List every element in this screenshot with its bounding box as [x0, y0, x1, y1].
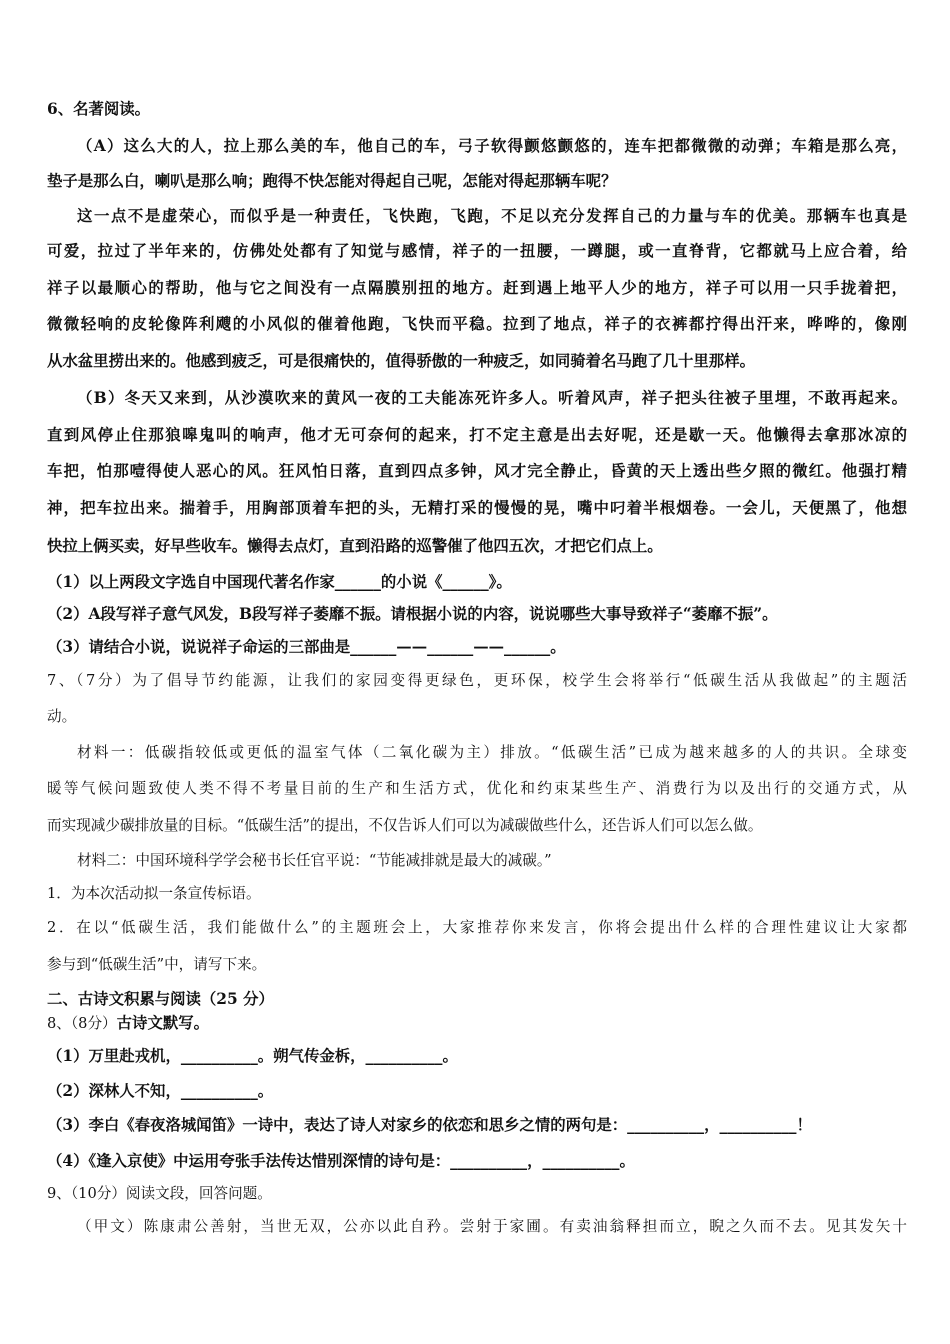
q8-number: 8、（8分）: [47, 1015, 117, 1032]
q7-material-line: 材料二：中国环境科学学会秘书长任官平说：“节能减排就是最大的减碳。”: [77, 852, 552, 869]
q6-passage-b-line: 直到风停止住那狼嗥鬼叫的响声，他才无可奈何的起来，打不定主意是出去好呢，还是歇一天。他懒得去拿那冰凉的: [47, 426, 907, 444]
q6-passage-a-line: 微微轻响的皮轮像阵利飕的小风似的催着他跑，飞快而平稳。拉到了地点，祥子的衣裤都拧得出汗来，哗哗的，像刚: [47, 315, 907, 333]
q7-prompt-line: 7、（7分）为了倡导节约能源，让我们的家园变得更绿色，更环保，校学生会将举行“低碳生活从我做起”的主题活: [47, 672, 907, 689]
q6-passage-a-line: 可爱，拉过了半年来的，仿佛处处都有了知觉与感情，祥子的一扭腰，一蹲腿，或一直脊背，它都就马上应合着，给: [47, 242, 907, 260]
q8-subquestion-2: （2）深林人不知，__________。: [47, 1082, 274, 1100]
q7-material-line: 材料一：低碳指较低或更低的温室气体（二氧化碳为主）排放。“低碳生活”已成为越来越多的人的共识。全球变: [77, 744, 907, 761]
q7-task-2: 2．在以“低碳生活，我们能做什么”的主题班会上，大家推荐你来发言，你将会提出什么样的合理性建议让大家都: [47, 919, 907, 936]
q6-passage-b-line: 车把，怕那噎得使人恶心的风。狂风怕日落，直到四点多钟，风才完全静止，昏黄的天上透出些夕照的微红。他强打精: [47, 462, 907, 480]
q6-subquestion-3: （3）请结合小说，说说祥子命运的三部曲是______——______——______。: [47, 638, 566, 656]
q6-passage-a-line: 垫子是那么白，喇叭是那么响；跑得不快怎能对得起自己呢，怎能对得起那辆车呢？: [47, 172, 617, 190]
q6-passage-a-line: 这一点不是虚荣心，而似乎是一种责任，飞快跑，飞跑，不足以充分发挥自己的力量与车的优美。那辆车也真是: [77, 207, 907, 225]
q6-passage-b-line: 快拉上俩买卖，好早些收车。懒得去点灯，直到沿路的巡警催了他四五次，才把它们点上。: [47, 537, 663, 555]
q8-title-text: 古诗文默写。: [116, 1014, 210, 1032]
q8-subquestion-3: （3）李白《春夜洛城闻笛》一诗中，表达了诗人对家乡的依恋和思乡之情的两句是：__________，__________！: [47, 1116, 812, 1134]
q8-subquestion-4: （4）《逢入京使》中运用夸张手法传达惜别深情的诗句是：__________，__________。: [47, 1152, 635, 1170]
q8-subquestion-1: （1）万里赴戎机，__________。朔气传金柝，__________。: [47, 1047, 458, 1065]
q7-task-1: 1．为本次活动拟一条宣传标语。: [47, 885, 261, 902]
q6-title: 6、名著阅读。: [47, 100, 151, 118]
q7-material-line: 而实现减少碳排放量的目标。“低碳生活”的提出，不仅告诉人们可以为减碳做些什么，还告诉人们可以怎么做。: [47, 817, 763, 834]
q7-material-line: 暖等气候问题致使人类不得不考量目前的生产和生活方式，优化和约束某些生产、消费行为以及出行的交通方式，从: [47, 780, 907, 797]
q8-title: [47, 1012, 907, 1035]
q9-passage-line: （甲文）陈康肃公善射，当世无双，公亦以此自矜。尝射于家圃。有卖油翁释担而立，睨之久而不去。见其发矢十: [77, 1218, 907, 1235]
q6-passage-a-line: （A）这么大的人，拉上那么美的车，他自己的车，弓子软得颤悠颤悠的，连车把都微微的动弹；车箱是那么亮，: [77, 137, 907, 155]
q6-passage-b-line: （B）冬天又来到，从沙漠吹来的黄风一夜的工夫能冻死许多人。听着风声，祥子把头往被子里埋，不敢再起来。: [77, 389, 907, 407]
q9-prompt: 9、（10分）阅读文段，回答问题。: [47, 1185, 272, 1202]
q7-prompt-line: 动。: [47, 708, 77, 725]
q6-passage-a-line: 祥子以最顺心的帮助，他与它之间没有一点隔膜别扭的地方。赶到遇上地平人少的地方，祥子可以用一只手拢着把，: [47, 279, 907, 297]
q6-subquestion-2: （2）A段写祥子意气风发，B段写祥子萎靡不振。请根据小说的内容，说说哪些大事导致祥子“萎靡不振”。: [47, 605, 778, 623]
q7-task-2: 参与到“低碳生活”中，请写下来。: [47, 956, 267, 973]
q6-passage-a-line: 从水盆里捞出来的。他感到疲乏，可是很痛快的，值得骄傲的一种疲乏，如同骑着名马跑了几十里那样。: [47, 352, 755, 370]
section-2-heading: 二、古诗文积累与阅读（25 分）: [47, 990, 274, 1008]
q6-passage-b-line: 神，把车拉出来。揣着手，用胸部顶着车把的头，无精打采的慢慢的晃，嘴中叼着半根烟卷。一会儿，天便黑了，他想: [47, 499, 907, 517]
q6-subquestion-1: （1）以上两段文字选自中国现代著名作家______的小说《______》。: [47, 573, 512, 591]
